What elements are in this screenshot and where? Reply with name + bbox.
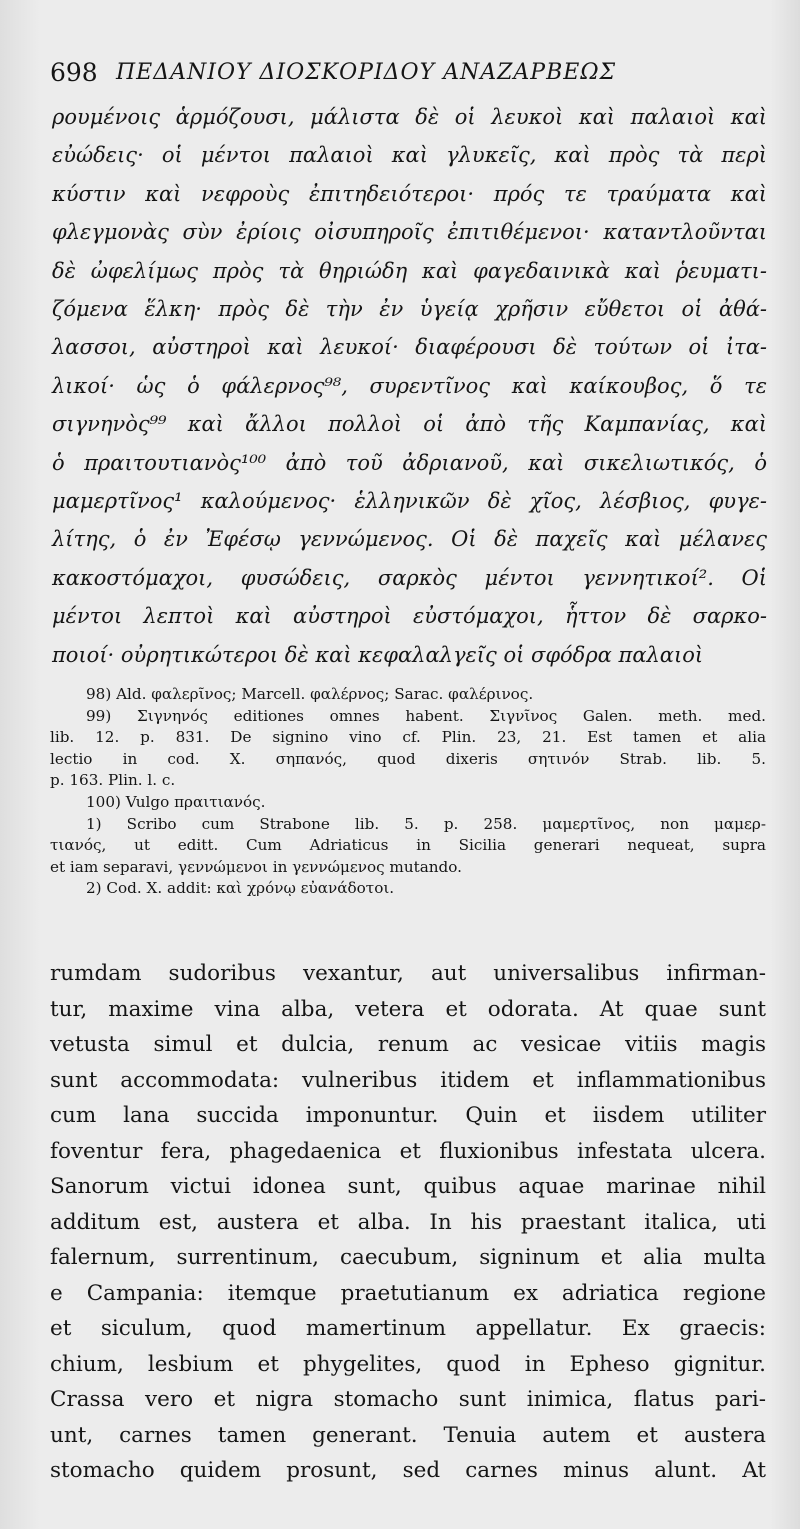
greek-text-block (52, 98, 767, 674)
footnote-line: lectio in cod. X. σηπανός, quod dixeris σητινόν Strab. lib. 5. (50, 749, 766, 768)
greek-line: μαμερτῖνος¹ καλούμενος· ἑλληνικῶν δὲ χῖος, λέσβιος, φυγε- (52, 489, 767, 514)
footnote-line: et iam separavi, γεννώμενοι in γεννώμενος mutando. (50, 857, 462, 876)
greek-line: δὲ ὠφελίμως πρὸς τὰ θηριώδη καὶ φαγεδαινικὰ καὶ ῥευματι- (52, 258, 767, 283)
greek-line: σιγνηνὸς⁹⁹ καὶ ἄλλοι πολλοὶ οἱ ἀπὸ τῆς Καμπανίας, καὶ (52, 412, 767, 437)
footnote-line: lib. 12. p. 831. De signino vino cf. Plin. 23, 21. Est tamen et alia (50, 728, 766, 747)
greek-line: εὐώδεις· οἱ μέντοι παλαιοὶ καὶ γλυκεῖς, καὶ πρὸς τὰ περὶ (52, 143, 767, 168)
latin-translation (50, 956, 766, 1489)
greek-line: ὁ πραιτουτιανὸς¹⁰⁰ ἀπὸ τοῦ ἀδριανοῦ, καὶ σικελιωτικός, ὁ (52, 450, 767, 475)
latin-line: vetusta simul et dulcia, renum ac vesicae vitiis magis (50, 1032, 766, 1057)
greek-line: ποιοί· οὐρητικώτεροι δὲ καὶ κεφαλαλγεῖς οἱ σφόδρα παλαιοὶ (52, 642, 704, 667)
latin-line: stomacho quidem prosunt, sed carnes minus alunt. At (50, 1458, 766, 1483)
greek-line: κακοστόμαχοι, φυσώδεις, σαρκὸς μέντοι γεννητικοί². Οἱ (52, 565, 767, 590)
latin-line: cum lana succida imponuntur. Quin et iisdem utiliter (50, 1103, 766, 1128)
latin-line: unt, carnes tamen generant. Tenuia autem et austera (50, 1422, 766, 1448)
greek-line: φλεγμονὰς σὺν ἐρίοις οἰσυπηροῖς ἐπιτιθέμενοι· καταντλοῦνται (52, 220, 767, 245)
footnote-line: τιανός, ut editt. Cum Adriaticus in Sicilia generari nequeat, supra (50, 836, 766, 855)
greek-line: λασσοι, αὐστηροὶ καὶ λευκοί· διαφέρουσι δὲ τούτων οἱ ἰτα- (52, 335, 767, 360)
greek-line: ρουμένοις ἁρμόζουσι, μάλιστα δὲ οἱ λευκοὶ καὶ παλαιοὶ καὶ (52, 105, 767, 129)
greek-line: ζόμενα ἕλκη· πρὸς δὲ τὴν ἐν ὑγείᾳ χρῆσιν εὔθετοι οἱ ἀθά- (52, 297, 767, 322)
greek-line: μέντοι λεπτοὶ καὶ αὐστηροὶ εὐστόμαχοι, ἧττον δὲ σαρκο- (52, 604, 767, 629)
footnote-line: 98) Ald. φαλερῖνος; Marcell. φαλέρνος; Sarac. φαλέρινος. (86, 685, 534, 703)
page-number: 698 (50, 58, 98, 87)
footnote-line: 99) Σιγνηνός editiones omnes habent. Σιγνῖνος Galen. meth. med. (86, 706, 766, 725)
footnote-line: 2) Cod. X. addit: καὶ χρόνῳ εὐανάδοτοι. (86, 879, 395, 898)
greek-line: λίτης, ὁ ἐν Ἐφέσῳ γεννώμενος. Οἱ δὲ παχεῖς καὶ μέλανες (52, 527, 767, 552)
latin-line: foventur fera, phagedaenica et fluxionibus infestata ulcera. (50, 1138, 766, 1164)
latin-line: tur, maxime vina alba, vetera et odorata. At quae sunt (50, 996, 766, 1022)
latin-line: sunt accommodata: vulneribus itidem et inflammationibus (50, 1067, 766, 1093)
latin-line: rumdam sudoribus vexantur, aut universalibus infirman- (50, 961, 766, 986)
running-title: ΠΕΔΑΝΙΟΥ ΔΙΟΣΚΟΡΙΔΟΥ ΑΝΑΖΑΡΒΕΩΣ (116, 60, 617, 85)
footnote-line: 1) Scribo cum Strabone lib. 5. p. 258. μαμερτῖνος, non μαμερ- (86, 814, 766, 833)
footnote-line: 100) Vulgo πραιτιανός. (86, 792, 266, 811)
latin-line: Crassa vero et nigra stomacho sunt inimica, flatus pari- (50, 1387, 766, 1412)
latin-line: Sanorum victui idonea sunt, quibus aquae marinae nihil (50, 1174, 766, 1199)
latin-line: chium, lesbium et phygelites, quod in Epheso gignitur. (50, 1351, 766, 1377)
latin-line: et siculum, quod mamertinum appellatur. Ex graecis: (50, 1316, 766, 1341)
page-header (50, 50, 750, 96)
footnotes (50, 684, 766, 900)
latin-line: additum est, austera et alba. In his praestant italica, uti (50, 1209, 766, 1235)
footnote-line: p. 163. Plin. l. c. (50, 771, 176, 790)
greek-line: κύστιν καὶ νεφροὺς ἐπιτηδειότεροι· πρός τε τραύματα καὶ (52, 181, 767, 206)
greek-line: λικοί· ὡς ὁ φάλερνος⁹⁸, συρεντῖνος καὶ καίκουβος, ὅ τε (52, 373, 767, 398)
latin-line: e Campania: itemque praetutianum ex adriatica regione (50, 1280, 766, 1306)
latin-line: falernum, surrentinum, caecubum, signinum et alia multa (50, 1245, 766, 1270)
